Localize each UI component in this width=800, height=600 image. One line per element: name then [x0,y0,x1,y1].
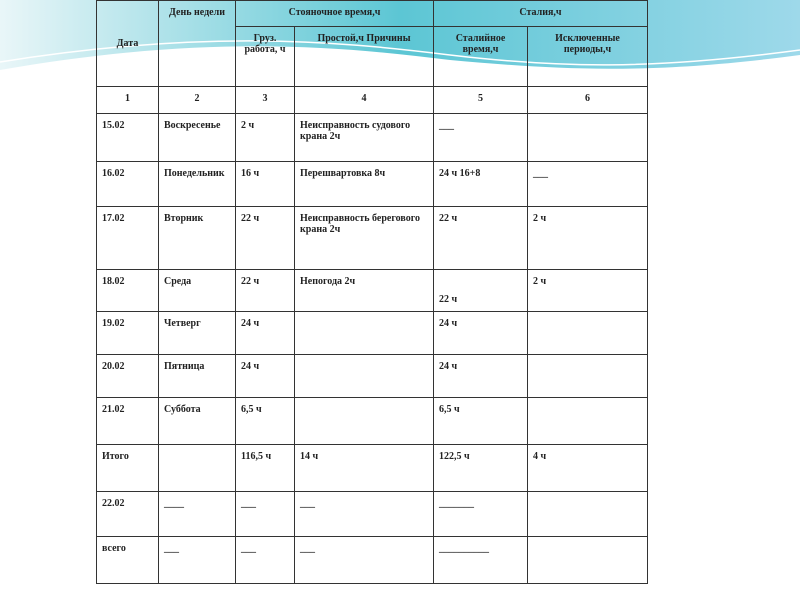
table-cell: 22 ч [236,207,295,270]
table-cell [528,398,648,445]
table-cell: 6,5 ч [434,398,528,445]
table-cell: 2 ч [236,114,295,162]
table-cell: Пятница [159,355,236,398]
table-cell: Неисправность судового крана 2ч [295,114,434,162]
table-cell: Итого [97,445,159,492]
table-row [97,270,648,312]
table-cell: 20.02 [97,355,159,398]
header-date: Дата [97,1,159,87]
table-cell: ___ [159,537,236,584]
table-cell: ____ [159,492,236,537]
header-downtime: Простой,ч Причины [295,27,434,87]
table-cell: 14 ч [295,445,434,492]
header-laytime: Сталия,ч [434,1,648,27]
table-cell: 2 ч [528,207,648,270]
table-cell: 116,5 ч [236,445,295,492]
table-cell [528,114,648,162]
col-number: 3 [236,87,295,114]
table-cell: 6,5 ч [236,398,295,445]
column-numbers-row [97,87,648,114]
table-cell: 19.02 [97,312,159,355]
table-row [97,398,648,445]
table-cell: всего [97,537,159,584]
table-cell: 16.02 [97,162,159,207]
table-cell: Перешвартовка 8ч [295,162,434,207]
table-cell: Воскресенье [159,114,236,162]
table-cell: Четверг [159,312,236,355]
table-cell [295,398,434,445]
header-cargo-work: Груз. работа, ч [236,27,295,87]
table-row [97,207,648,270]
table-cell [528,537,648,584]
table-cell [528,355,648,398]
header-excluded: Исключенные периоды,ч [528,27,648,87]
table-cell: 22 ч [434,207,528,270]
table-row [97,162,648,207]
table-cell [295,355,434,398]
table-cell: ___ [236,537,295,584]
table-cell [528,312,648,355]
table-cell: __________ [434,537,528,584]
header-day: День недели [159,1,236,87]
table-row [97,114,648,162]
table-cell: ___ [236,492,295,537]
table-cell: 24 ч [434,312,528,355]
col-number: 6 [528,87,648,114]
table-cell: ___ [434,114,528,162]
table-cell: 21.02 [97,398,159,445]
table-cell: 24 ч [236,312,295,355]
table-cell: Среда [159,270,236,312]
table-cell: 122,5 ч [434,445,528,492]
table-cell: 16 ч [236,162,295,207]
table-cell: Суббота [159,398,236,445]
table-cell [295,312,434,355]
header-parking-time: Стояночное время,ч [236,1,434,27]
table-cell: ___ [295,492,434,537]
table-cell: 17.02 [97,207,159,270]
table-cell: 4 ч [528,445,648,492]
col-number: 2 [159,87,236,114]
header-laytime-time: Сталийное время,ч [434,27,528,87]
table-cell: 15.02 [97,114,159,162]
table-cell [159,445,236,492]
table-cell: _______ [434,492,528,537]
table-cell: Понедельник [159,162,236,207]
table-cell: 22 ч [434,270,528,312]
table-row [97,537,648,584]
col-number: 5 [434,87,528,114]
col-number: 1 [97,87,159,114]
table-cell: 24 ч 16+8 [434,162,528,207]
table-row [97,492,648,537]
table-cell: Неисправность берегового крана 2ч [295,207,434,270]
table-row [97,445,648,492]
table-cell: 24 ч [434,355,528,398]
table-cell [528,492,648,537]
table-cell: Непогода 2ч [295,270,434,312]
table-row [97,312,648,355]
table-cell: 18.02 [97,270,159,312]
table-cell: Вторник [159,207,236,270]
col-number: 4 [295,87,434,114]
table-cell: ___ [528,162,648,207]
table-cell: 22 ч [236,270,295,312]
laytime-table [96,0,648,584]
table-cell: 2 ч [528,270,648,312]
table-cell: ___ [295,537,434,584]
table-cell: 24 ч [236,355,295,398]
table-row [97,355,648,398]
table-cell: 22.02 [97,492,159,537]
